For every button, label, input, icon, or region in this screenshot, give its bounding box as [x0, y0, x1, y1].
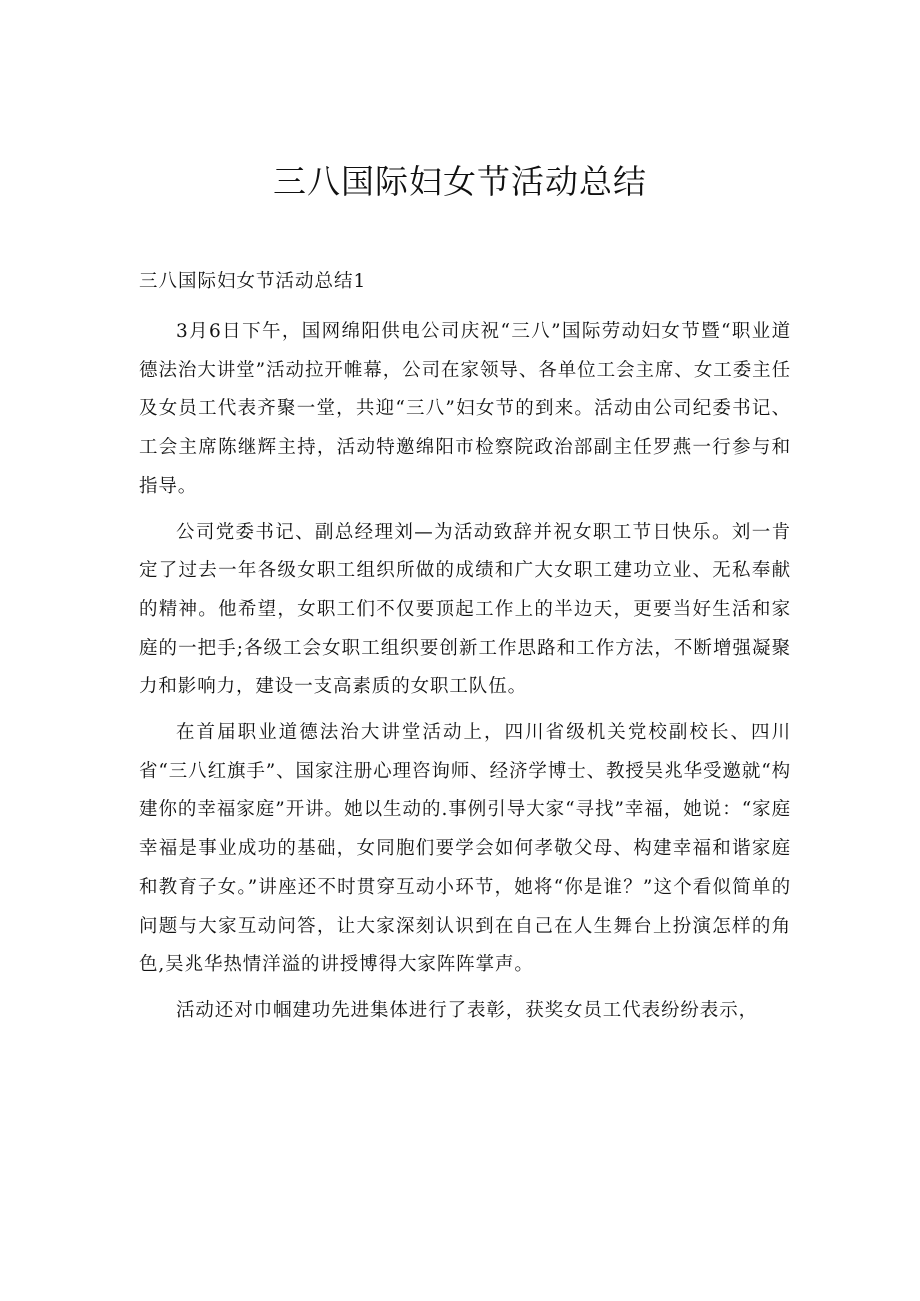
document-title: 三八国际妇女节活动总结	[273, 162, 647, 201]
paragraph-2: 公司党委书记、副总经理刘—为活动致辞并祝女职工节日快乐。刘一肯定了过去一年各级女职工组织所做的成绩和广大女职工建功立业、无私奉献的精神。他希望，女职工们不仅要顶起工作上的半边天，更要当好生活和家庭的一把手;各级工会女职工组织要创新工作思路和工作方法，不断增强凝聚力和影响力，建设一支高素质的女职工队伍。	[139, 521, 791, 698]
document-body	[139, 313, 791, 1038]
paragraph-1: 3月6日下午，国网绵阳供电公司庆祝“三八”国际劳动妇女节暨“职业道德法治大讲堂”活动拉开帷幕，公司在家领导、各单位工会主席、女工委主任及女员工代表齐聚一堂，共迎“三八”妇女节的到来。活动由公司纪委书记、工会主席陈继辉主持，活动特邀绵阳市检察院政治部副主任罗燕一行参与和指导。	[139, 321, 791, 497]
section-heading: 三八国际妇女节活动总结1	[139, 271, 367, 292]
paragraph-4: 活动还对巾帼建功先进集体进行了表彰，获奖女员工代表纷纷表示，	[176, 999, 759, 1021]
paragraph-3: 在首届职业道德法治大讲堂活动上，四川省级机关党校副校长、四川省“三八红旗手”、国家注册心理咨询师、经济学博士、教授吴兆华受邀就“构建你的幸福家庭”开讲。她以生动的.事例引导大家“寻找”幸福，她说：“家庭幸福是事业成功的基础，女同胞们要学会如何孝敬父母、构建幸福和谐家庭和教育子女。”讲座还不时贯穿互动小环节，她将“你是谁？”这个看似简单的问题与大家互动问答，让大家深刻认识到在自己在人生舞台上扮演怎样的角色,吴兆华热情洋溢的讲授博得大家阵阵掌声。	[139, 722, 791, 976]
